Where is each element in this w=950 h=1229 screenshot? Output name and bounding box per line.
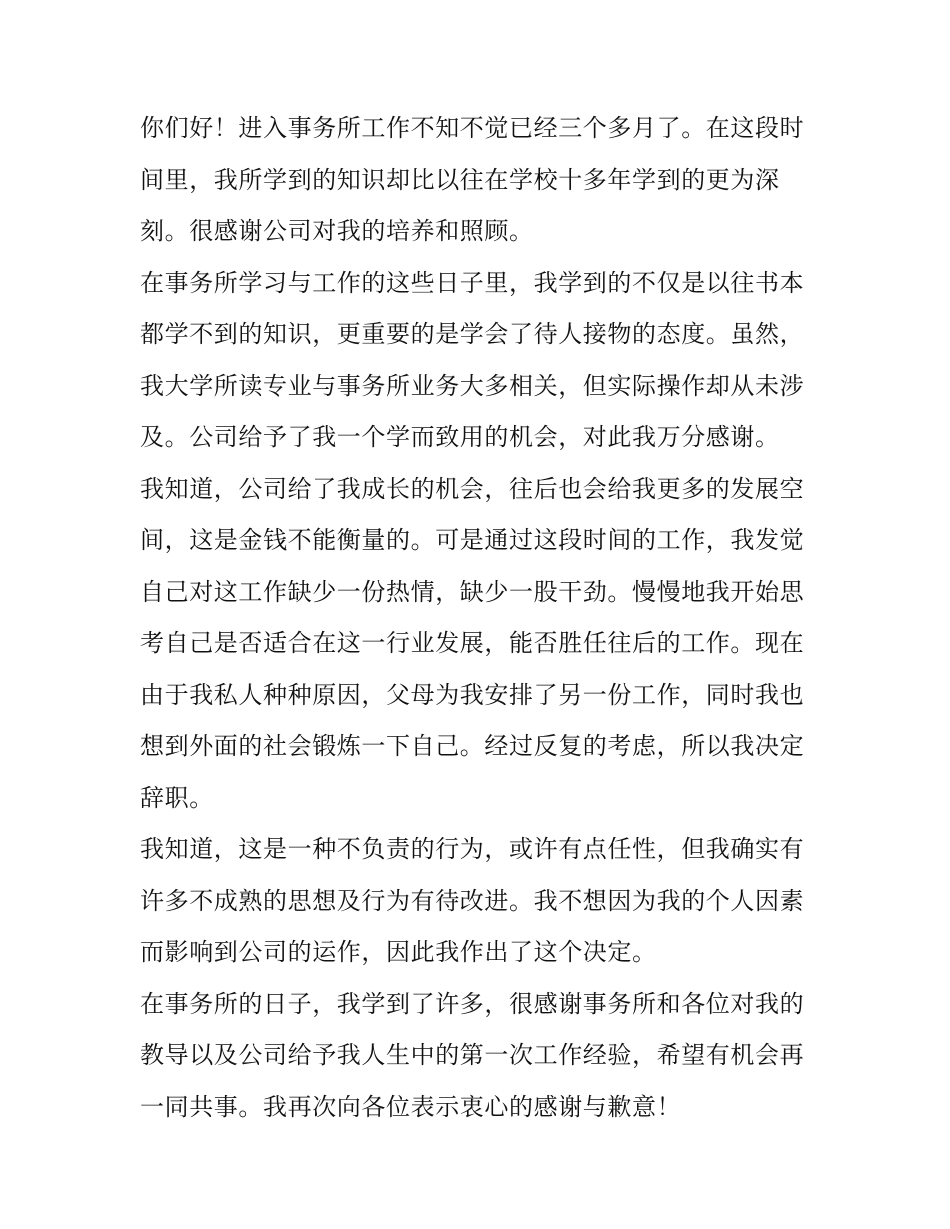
paragraph-2: [140, 258, 820, 464]
text-line: 由于我私人种种原因，父母为我安排了另一份工作，同时我也: [140, 680, 805, 709]
paragraph-1: [140, 103, 820, 258]
text-line: 在事务所学习与工作的这些日子里，我学到的不仅是以往书本: [140, 268, 805, 297]
text-line: 刻。很感谢公司对我的培养和照顾。: [140, 217, 534, 245]
paragraph-4: [140, 824, 820, 979]
text-line: 许多不成熟的思想及行为有待改进。我不想因为我的个人因素: [140, 886, 805, 915]
text-line: 一同共事。我再次向各位表示衷心的感谢与歉意！: [140, 1092, 682, 1121]
text-line: 我知道，公司给了我成长的机会，往后也会给我更多的发展空: [140, 474, 805, 503]
text-line: 而影响到公司的运作，因此我作出了这个决定。: [140, 938, 657, 966]
text-line: 自己对这工作缺少一份热情，缺少一股干劲。慢慢地我开始思: [140, 577, 805, 606]
text-line: 考自己是否适合在这一行业发展，能否胜任往后的工作。现在: [140, 629, 805, 657]
paragraph-5: [140, 979, 820, 1134]
text-line: 我大学所读专业与事务所业务大多相关，但实际操作却从未涉: [140, 371, 805, 400]
letter-body: [140, 103, 820, 1133]
text-line: 你们好！进入事务所工作不知不觉已经三个多月了。在这段时: [140, 114, 805, 142]
text-line: 辞职。: [140, 783, 214, 812]
text-line: 都学不到的知识，更重要的是学会了待人接物的态度。虽然，: [140, 320, 805, 348]
text-line: 及。公司给予了我一个学而致用的机会，对此我万分感谢。: [140, 423, 780, 451]
text-line: 我知道，这是一种不负责的行为，或许有点任性，但我确实有: [140, 835, 805, 863]
text-line: 间，这是金钱不能衡量的。可是通过这段时间的工作，我发觉: [140, 526, 805, 554]
paragraph-3: [140, 464, 820, 825]
text-line: 间里，我所学到的知识却比以往在学校十多年学到的更为深: [140, 165, 780, 194]
text-line: 在事务所的日子，我学到了许多，很感谢事务所和各位对我的: [140, 989, 805, 1018]
text-line: 想到外面的社会锻炼一下自己。经过反复的考虑，所以我决定: [140, 732, 805, 760]
text-line: 教导以及公司给予我人生中的第一次工作经验，希望有机会再: [140, 1041, 805, 1069]
